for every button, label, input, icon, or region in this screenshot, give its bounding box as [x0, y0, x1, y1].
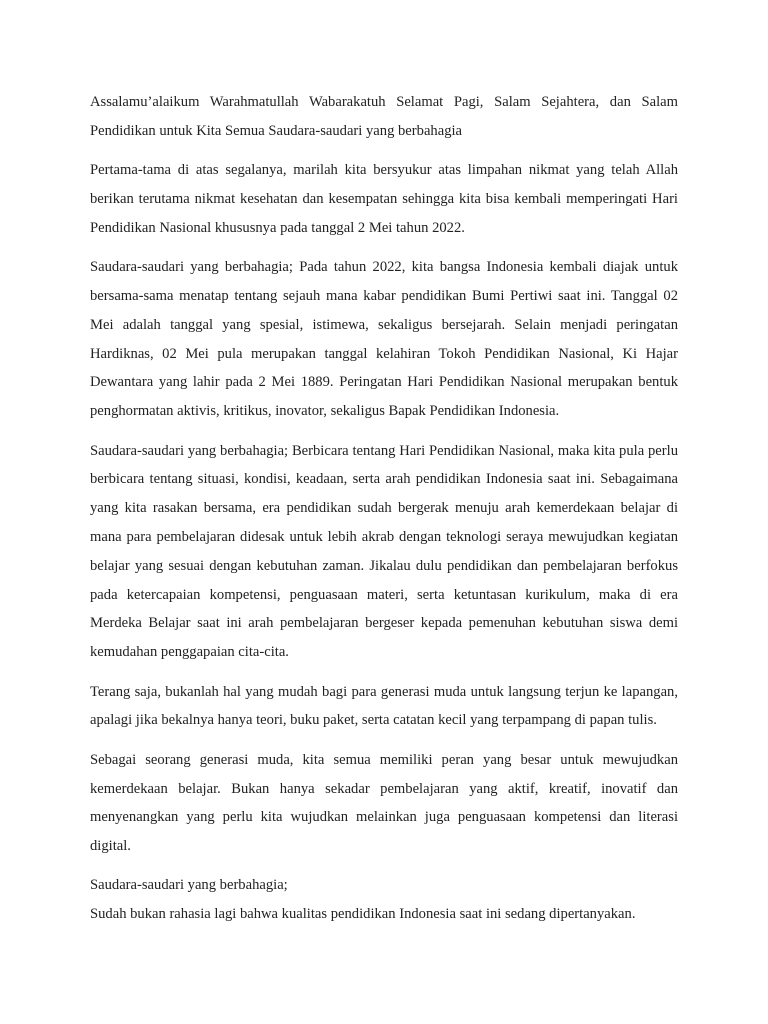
closing-line-statement: Sudah bukan rahasia lagi bahwa kualitas pendidikan Indonesia saat ini sedang dipertanyakan. — [90, 906, 636, 923]
document-body — [90, 88, 678, 940]
greeting-paragraph: Assalamu’alaikum Warahmatullah Wabarakatuh Selamat Pagi, Salam Sejahtera, dan Salam Pendidikan untuk Kita Semua Saudara-saudari yang berbahagia — [90, 94, 678, 139]
closing-paragraph — [90, 871, 678, 929]
education-direction-paragraph: Saudara-saudari yang berbahagia; Berbicara tentang Hari Pendidikan Nasional, maka kita pula perlu berbicara tentang situasi, kondisi, keadaan, serta arah pendidikan Indonesia saat ini. Sebagaimana yang kita rasakan bersama, era pendidikan sudah bergerak menuju arah kemerdekaan belajar di mana para pembelajaran didesak untuk lebih akrab dengan teknologi seraya mewujudkan kegiatan belajar yang sesuai dengan kebutuhan zaman. Jikalau dulu pendidikan dan pembelajaran berfokus pada ketercapaian kompetensi, penguasaan materi, serta ketuntasan kurikulum, maka di era Merdeka Belajar saat ini arah pembelajaran bergeser kepada pemenuhan kebutuhan siswa demi kemudahan penggapaian cita-cita. — [90, 442, 678, 661]
generation-role-paragraph: Sebagai seorang generasi muda, kita semua memiliki peran yang besar untuk mewujudkan kemerdekaan belajar. Bukan hanya sekadar pembelajaran yang aktif, kreatif, inovatif dan menyenangkan yang perlu kita wujudkan melainkan juga penguasaan kompetensi dan literasi digital. — [90, 751, 678, 855]
gratitude-paragraph: Pertama-tama di atas segalanya, marilah kita bersyukur atas limpahan nikmat yang telah Allah berikan terutama nikmat kesehatan dan kesempatan sehingga kita bisa kembali memperingati Hari Pendidikan Nasional khususnya pada tanggal 2 Mei tahun 2022. — [90, 162, 678, 236]
hardiknas-history-paragraph: Saudara-saudari yang berbahagia; Pada tahun 2022, kita bangsa Indonesia kembali diajak untuk bersama-sama menatap tentang sejauh mana kabar pendidikan Bumi Pertiwi saat ini. Tanggal 02 Mei adalah tanggal yang spesial, istimewa, sekaligus bersejarah. Selain menjadi peringatan Hardiknas, 02 Mei pula merupakan tanggal kelahiran Tokoh Pendidikan Nasional, Ki Hajar Dewantara yang lahir pada 2 Mei 1889. Peringatan Hari Pendidikan Nasional merupakan bentuk penghormatan aktivis, kritikus, inovator, sekaligus Bapak Pendidikan Indonesia. — [90, 259, 678, 420]
closing-line-salutation: Saudara-saudari yang berbahagia; — [90, 877, 288, 894]
generation-challenge-paragraph: Terang saja, bukanlah hal yang mudah bagi para generasi muda untuk langsung terjun ke lapangan, apalagi jika bekalnya hanya teori, buku paket, serta catatan kecil yang terpampang di papan tulis. — [90, 683, 678, 729]
